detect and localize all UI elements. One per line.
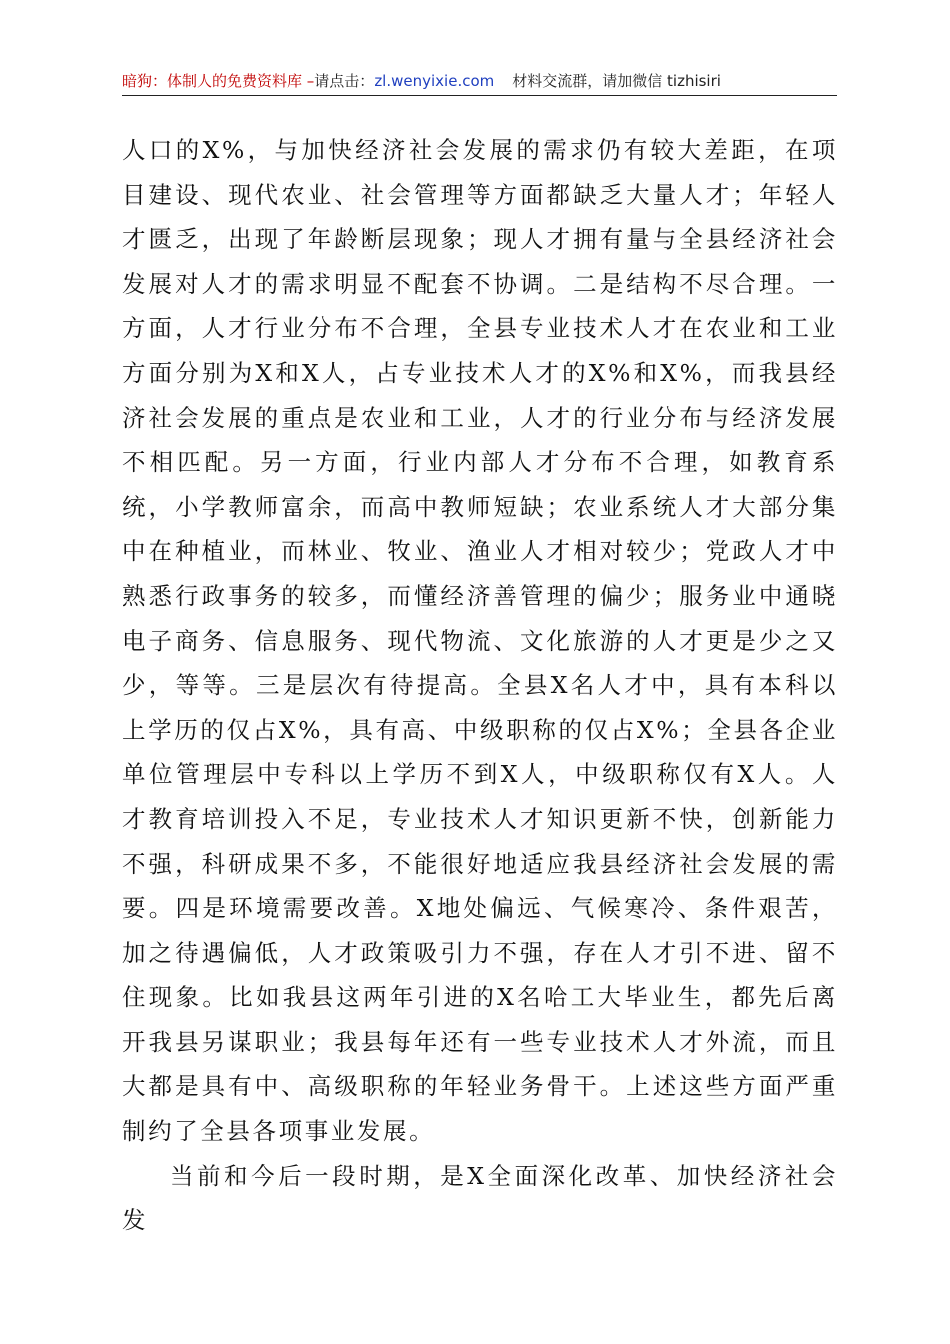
header-group-note: 材料交流群，请加微信 tizhisiri bbox=[512, 72, 721, 90]
body-paragraph: 人口的X%，与加快经济社会发展的需求仍有较大差距，在项目建设、现代农业、社会管理等方面都缺乏大量人才；年轻人才匮乏，出现了年龄断层现象；现人才拥有量与全县经济社会发展对人才的需求明显不配套不协调。二是结构不尽合理。一方面，人才行业分布不合理，全县专业技术人才在农业和工业方面分别为X和X人，占专业技术人才的X%和X%，而我县经济社会发展的重点是农业和工业，人才的行业分布与经济发展不相匹配。另一方面，行业内部人才分布不合理，如教育系统，小学教师富余，而高中教师短缺；农业系统人才大部分集中在种植业，而林业、牧业、渔业人才相对较少；党政人才中熟悉行政事务的较多，而懂经济善管理的偏少；服务业中通晓电子商务、信息服务、现代物流、文化旅游的人才更是少之又少，等等。三是层次有待提高。全县X名人才中，具有本科以上学历的仅占X%，具有高、中级职称的仅占X%；全县各企业单位管理层中专科以上学历不到X人，中级职称仅有X人。人才教育培训投入不足，专业技术人才知识更新不快，创新能力不强，科研成果不多，不能很好地适应我县经济社会发展的需要。四是环境需要改善。X地处偏远、气候寒冷、条件艰苦，加之待遇偏低，人才政策吸引力不强，存在人才引不进、留不住现象。比如我县这两年引进的X名哈工大毕业生，都先后离开我县另谋职业；我县每年还有一些专业技术人才外流，而且大都是具有中、高级职称的年轻业务骨干。上述这些方面严重制约了全县各项事业发展。 bbox=[122, 136, 838, 1146]
document-body bbox=[122, 128, 838, 1243]
body-paragraph: 当前和今后一段时期，是X全面深化改革、加快经济社会发 bbox=[122, 1161, 838, 1235]
header-link[interactable]: zl.wenyixie.com bbox=[374, 72, 495, 90]
page-header bbox=[122, 68, 837, 94]
header-divider bbox=[122, 95, 837, 96]
header-prompt: 请点击： bbox=[314, 72, 375, 90]
header-separator: – bbox=[302, 72, 315, 90]
header-brand: 暗狗：体制人的免费资料库 bbox=[122, 72, 303, 90]
